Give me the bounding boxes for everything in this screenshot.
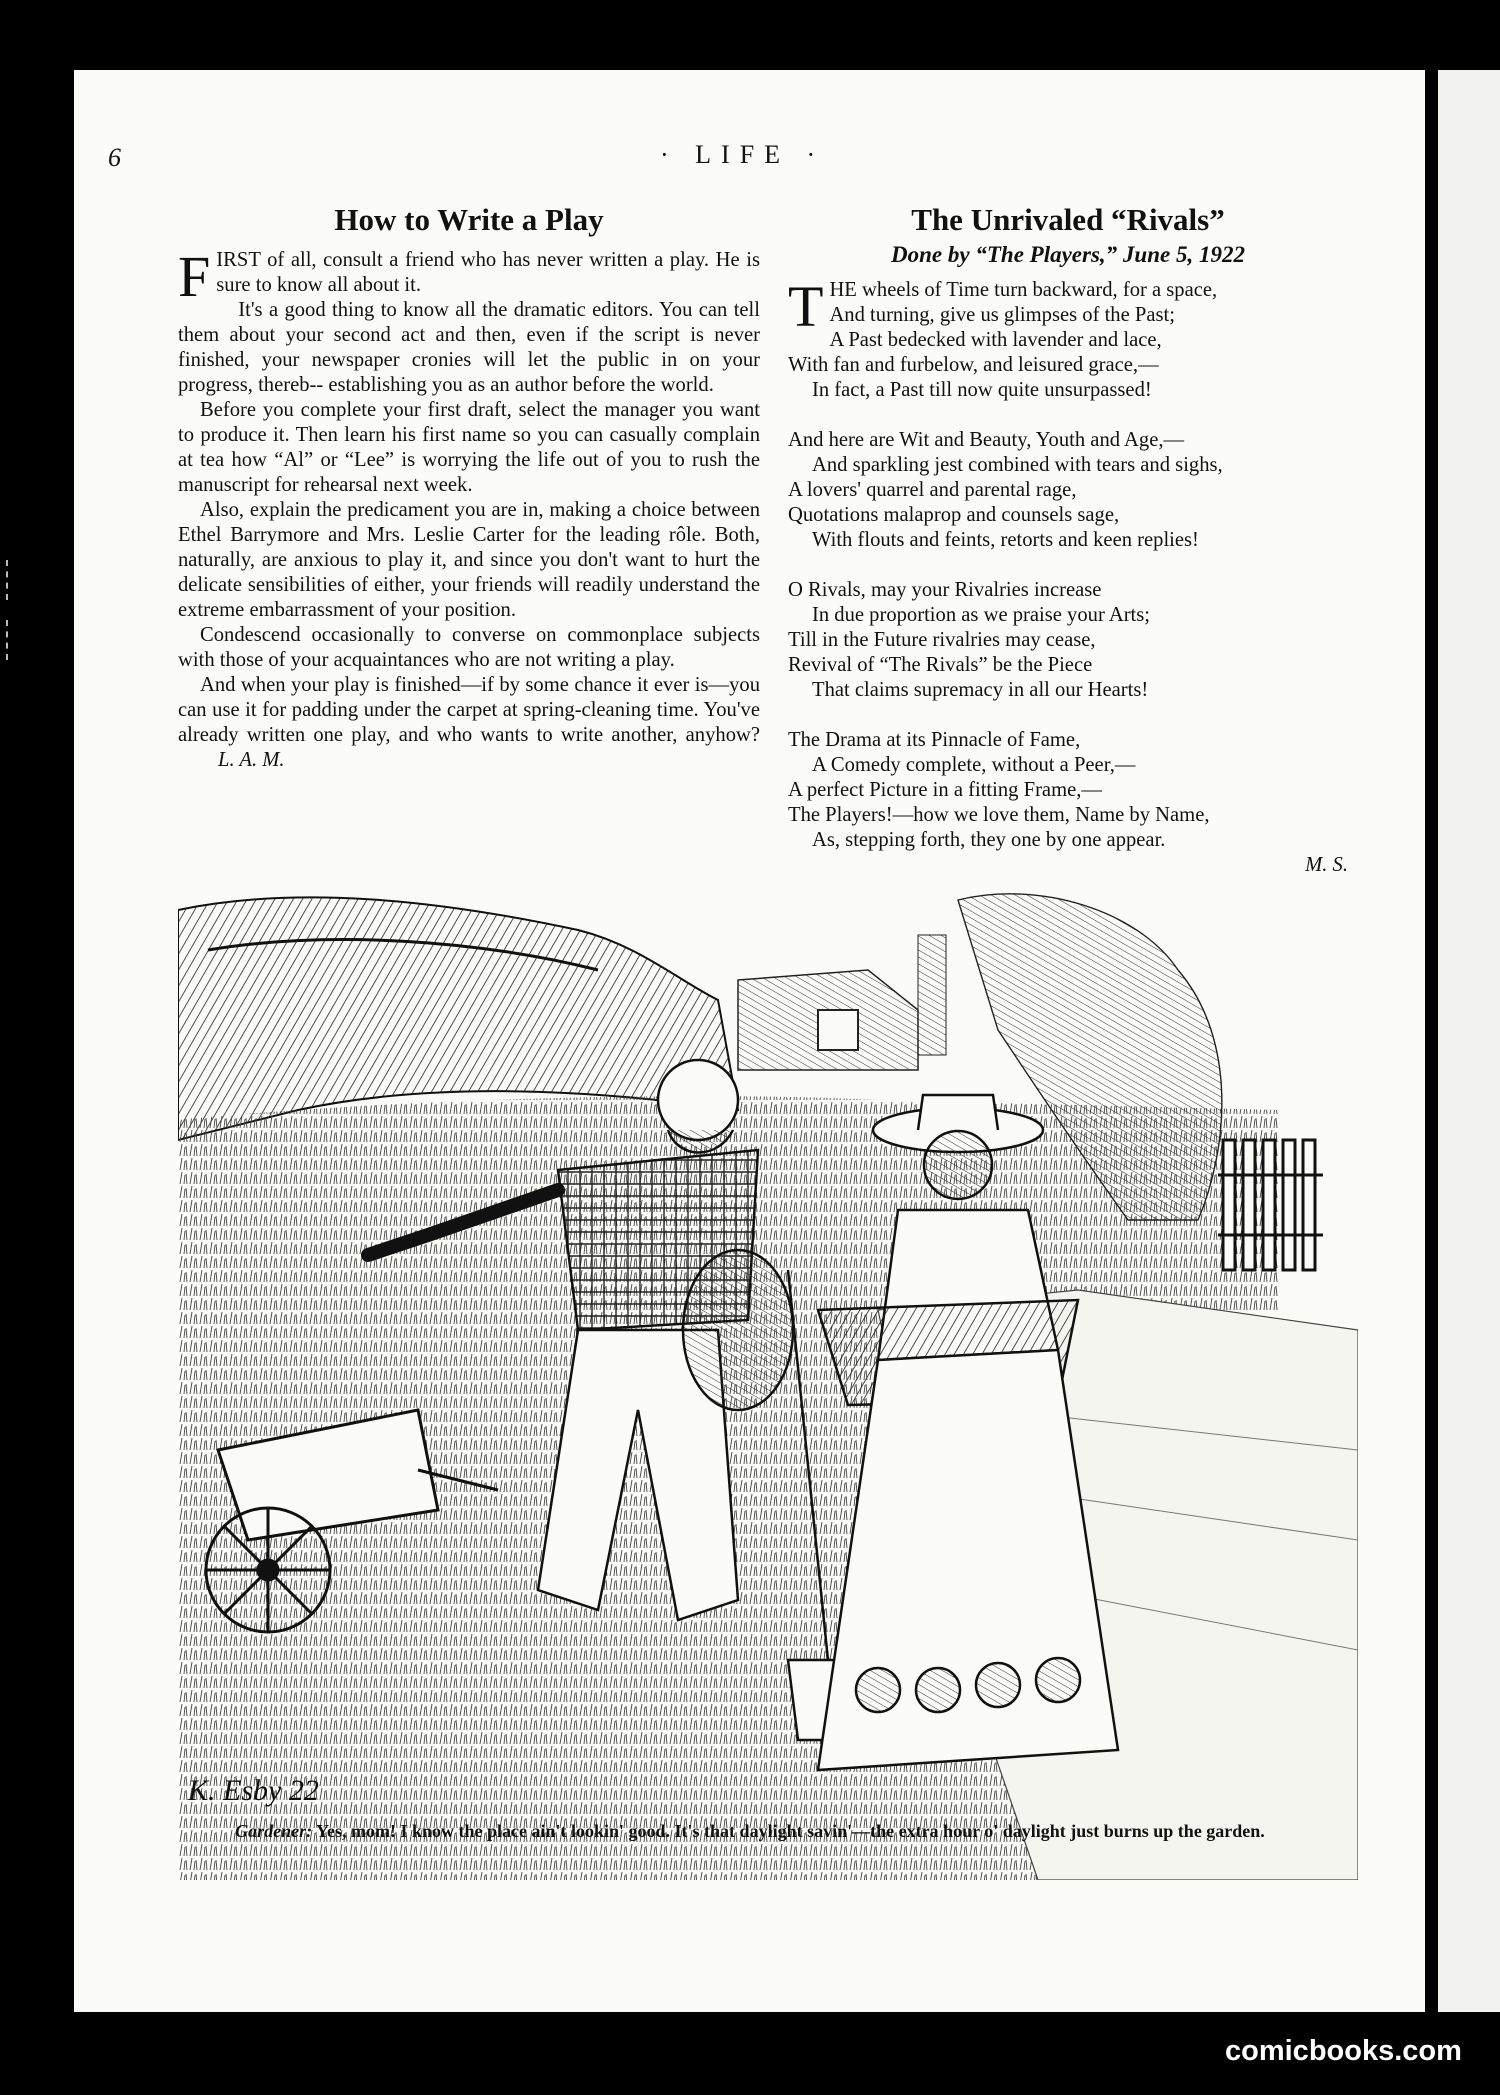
verse-line: In due proportion as we praise your Arts; [812, 604, 1151, 626]
signature: M. S. [1305, 854, 1348, 876]
verse-line: A perfect Picture in a fitting Frame,— [788, 779, 1102, 801]
verse-line: A Past bedecked with lavender and lace, [829, 329, 1162, 351]
stanza [788, 274, 1348, 403]
verse-line: A lovers' quarrel and parental rage, [788, 479, 1077, 501]
poem-unrivaled-rivals [788, 200, 1348, 878]
cartoon-caption [190, 1818, 1310, 1844]
next-page-edge [1438, 70, 1500, 2012]
stanza [788, 728, 1348, 853]
verse-line: That claims supremacy in all our Hearts! [812, 679, 1149, 701]
running-head: · LIFE · [660, 140, 826, 169]
verse-line: The Players!—how we love them, Name by Name, [788, 804, 1210, 826]
paragraph: And when your play is finished—if by some chance it ever is—you can use it for padding under the carpet at spring-cleaning time. You've already written one play, and who wants to write another, anyhow? L. A. M. [178, 674, 760, 771]
paragraph: Before you complete your first draft, select the manager you want to produce it. Then learn his first name so you can casually complain at tea how “Al” or “Lee” is worrying the life out of you to rush the manuscript for rehearsal next week. [178, 399, 760, 496]
verse-line: HE wheels of Time turn backward, for a space, [829, 279, 1218, 301]
margin-mark [6, 560, 28, 600]
paragraph: F IRST of all, consult a friend who has never written a play. He is sure to know all about it. [178, 244, 760, 309]
paragraph: Also, explain the predicament you are in, making a choice between Ethel Barrymore and Mrs. Leslie Carter for the leading rôle. Both, naturally, are anxious to play it, and since you don't want to hurt the delicate sensibilities of either, your friends will readily understand the extreme embarrassment of your position. [178, 499, 760, 621]
stanza [788, 428, 1348, 553]
verse-line: Revival of “The Rivals” be the Piece [788, 654, 1093, 676]
verse-line: Till in the Future rivalries may cease, [788, 629, 1096, 651]
signature: L. A. M. [218, 749, 285, 771]
artist-signature: K. Esby 22 [188, 1774, 319, 1807]
article-title: How to Write a Play [334, 202, 604, 237]
paragraph: Condescend occasionally to converse on commonplace subjects with those of your acquaintances who are not writing a play. [178, 624, 760, 671]
article-how-to-write-a-play [178, 200, 760, 773]
margin-mark [6, 620, 28, 660]
caption-text: Yes, mom! I know the place ain't lookin' good. It's that daylight savin'—the extra hour o' daylight just burns up the garden. [316, 1821, 1265, 1841]
verse-line: And turning, give us glimpses of the Past; [829, 304, 1175, 326]
page-number: 6 [108, 143, 121, 172]
stanza [788, 578, 1348, 703]
verse-line: O Rivals, may your Rivalries increase [788, 579, 1102, 601]
cartoon-illustration [178, 890, 1358, 1880]
verse-line: With flouts and feints, retorts and keen replies! [812, 529, 1199, 551]
verse-line: As, stepping forth, they one by one appear. [812, 829, 1166, 851]
drop-cap: F [178, 244, 211, 309]
verse-line: In fact, a Past till now quite unsurpassed! [812, 379, 1152, 401]
verse-line: Quotations malaprop and counsels sage, [788, 504, 1120, 526]
poem-title: The Unrivaled “Rivals” [911, 202, 1225, 237]
picket-fence [1218, 1140, 1323, 1270]
paragraph: It's a good thing to know all the dramatic editors. You can tell them about your second act and then, even if the script is never finished, your newspaper cronies will let the public in on your progress, thereb-- establishing you as an author before the world. [178, 299, 760, 396]
verse-line: A Comedy complete, without a Peer,— [812, 754, 1136, 776]
drop-cap: T [788, 274, 824, 339]
watermark: comicbooks.com [1225, 2035, 1462, 2067]
caption-speaker: Gardener: [235, 1821, 313, 1841]
verse-line: With fan and furbelow, and leisured grace,— [788, 354, 1159, 376]
verse-line: And sparkling jest combined with tears and sighs, [812, 454, 1223, 476]
poem-subtitle: Done by “The Players,” June 5, 1922 [891, 242, 1245, 267]
verse-line: The Drama at its Pinnacle of Fame, [788, 729, 1081, 751]
verse-line: And here are Wit and Beauty, Youth and Age,— [788, 429, 1185, 451]
